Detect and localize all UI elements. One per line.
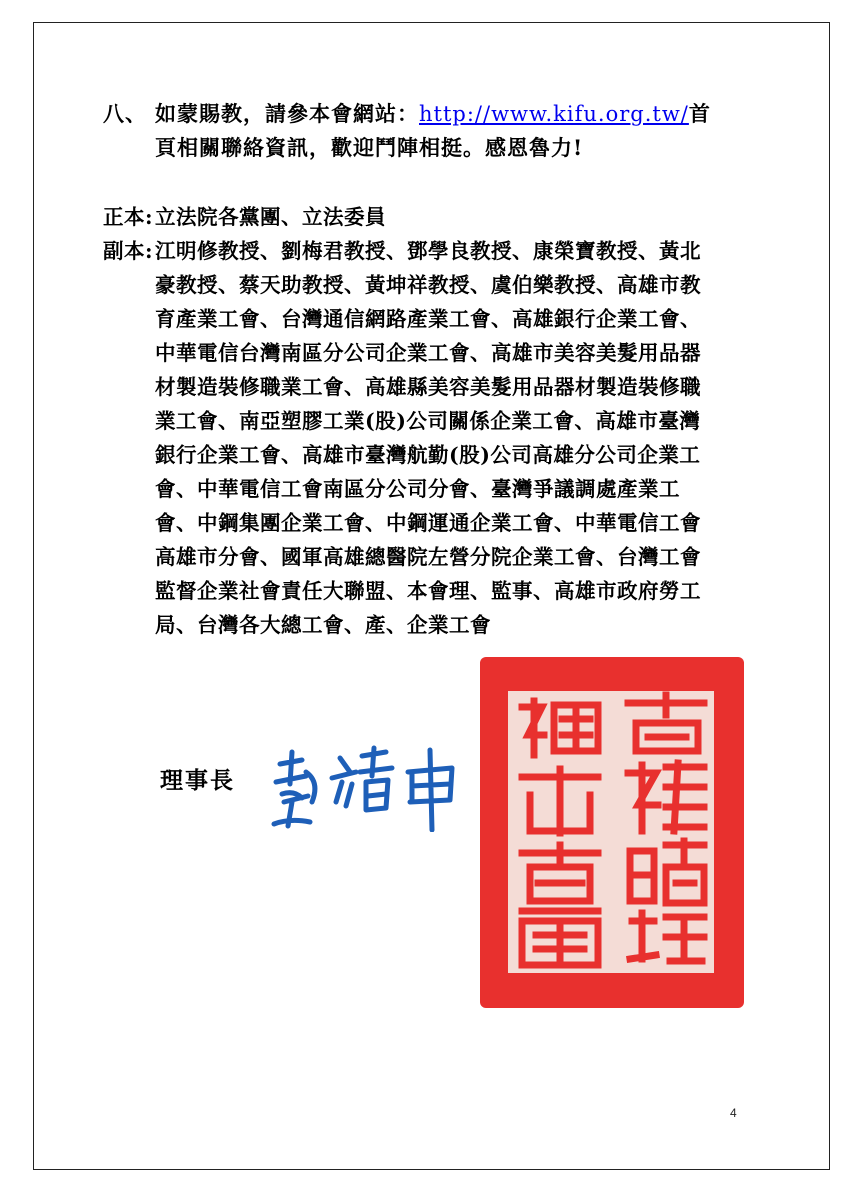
item-eight-line2: 頁相關聯絡資訊，歡迎鬥陣相挺。感恩魯力! [155,135,584,160]
copy-label: 副本: [103,239,154,263]
website-link[interactable]: http://www.kifu.org.tw/ [419,102,689,126]
copy-line: 會、中鋼集團企業工會、中鋼運通企業工會、中華電信工會 [155,511,701,535]
original-label: 正本: [103,205,154,229]
copy-line: 高雄市分會、國軍高雄總醫院左營分院企業工會、台灣工會 [155,545,701,569]
item-eight [103,97,743,165]
copy-recipients [103,234,763,642]
copy-line: 局、台灣各大總工會、產、企業工會 [155,613,491,637]
page-number: 4 [730,1106,737,1120]
copy-list [155,234,763,642]
copy-line: 銀行企業工會、高雄市臺灣航勤(股)公司高雄分公司企業工 [155,443,701,467]
copy-line: 材製造裝修職業工會、高雄縣美容美髮用品器材製造裝修職 [155,375,701,399]
organization-seal [478,655,746,1010]
chairman-signature [262,742,462,832]
copy-line: 中華電信台灣南區分公司企業工會、高雄市美容美髮用品器 [155,341,701,365]
recipients-block [103,200,763,642]
item-number: 八、 [103,101,147,126]
original-recipients [103,200,763,234]
chairman-label: 理事長 [160,767,235,794]
copy-line: 江明修教授、劉梅君教授、鄧學良教授、康榮寶教授、黃北 [155,239,701,263]
copy-line: 監督企業社會責任大聯盟、本會理、監事、高雄市政府勞工 [155,579,701,603]
copy-line: 豪教授、蔡天助教授、黃坤祥教授、虞伯樂教授、高雄市教 [155,273,701,297]
item-eight-prefix: 如蒙賜教，請參本會網站： [155,101,419,126]
copy-line: 會、中華電信工會南區分公司分會、臺灣爭議調處產業工 [155,477,680,501]
original-text: 立法院各黨團、立法委員 [155,205,386,229]
item-eight-suffix: 首 [688,101,711,126]
copy-line: 業工會、南亞塑膠工業(股)公司關係企業工會、高雄市臺灣 [155,409,701,433]
item-eight-line1 [103,97,743,131]
copy-line: 育產業工會、台灣通信網路產業工會、高雄銀行企業工會、 [155,307,701,331]
